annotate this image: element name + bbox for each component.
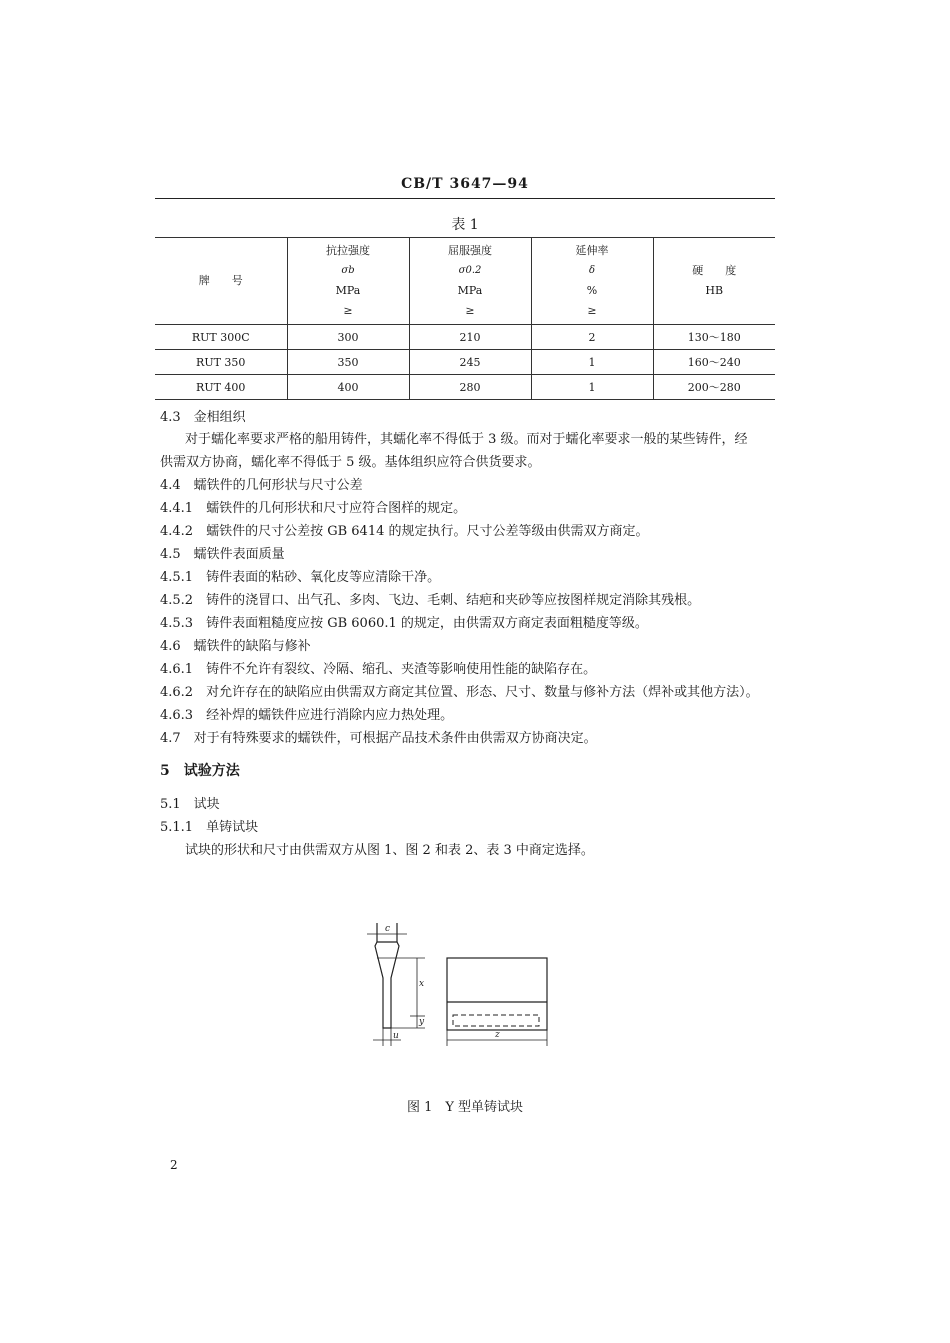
table-cell: 350 bbox=[287, 350, 409, 375]
clause-4-4-2: 4.4.2 蠕铁件的尺寸公差按 GB 6414 的规定执行。尺寸公差等级由供需双方商定。 bbox=[160, 524, 649, 539]
table-row bbox=[155, 350, 775, 375]
table-cell: 200～280 bbox=[653, 375, 775, 400]
col-header-tensile: 抗拉强度 σb MPa ≥ bbox=[287, 238, 409, 325]
paragraph-line: 对于蠕化率要求严格的船用铸件，其蠕化率不得低于 3 级。而对于蠕化率要求一般的某些铸件，经 bbox=[185, 432, 748, 447]
y-block-figure bbox=[355, 918, 570, 1058]
clause-4-5-1: 4.5.1 铸件表面的粘砂、氧化皮等应清除干净。 bbox=[160, 570, 441, 585]
document-number-header: CB/T 3647—94 bbox=[401, 176, 529, 192]
section-heading-4-5: 4.5 蠕铁件表面质量 bbox=[160, 547, 285, 562]
table-cell: 130～180 bbox=[653, 325, 775, 350]
section-heading-5: 5 试验方法 bbox=[160, 763, 240, 779]
header-rule bbox=[155, 198, 775, 199]
section-heading-5-1: 5.1 试块 bbox=[160, 797, 220, 812]
col-header-grade: 牌 号 bbox=[155, 238, 287, 325]
table-cell: 300 bbox=[287, 325, 409, 350]
dim-label: y bbox=[419, 1017, 425, 1027]
table-cell: 2 bbox=[531, 325, 653, 350]
paragraph-line: 试块的形状和尺寸由供需双方从图 1、图 2 和表 2、表 3 中商定选择。 bbox=[185, 843, 594, 858]
col-header-hardness: 硬 度 HB bbox=[653, 238, 775, 325]
col-header-yield: 屈服强度 σ0.2 MPa ≥ bbox=[409, 238, 531, 325]
table-cell: RUT 300C bbox=[155, 325, 287, 350]
table-cell: 1 bbox=[531, 375, 653, 400]
col-header-elongation: 延伸率 δ % ≥ bbox=[531, 238, 653, 325]
dim-label: z bbox=[495, 1030, 500, 1040]
section-heading-4-3: 4.3 金相组织 bbox=[160, 410, 246, 425]
clause-5-1-1: 5.1.1 单铸试块 bbox=[160, 820, 259, 835]
table-cell: 1 bbox=[531, 350, 653, 375]
page-number: 2 bbox=[170, 1158, 178, 1172]
figure-caption: 图 1 Y 型单铸试块 bbox=[406, 1100, 524, 1115]
table-cell: 245 bbox=[409, 350, 531, 375]
table-caption: 表 1 bbox=[451, 217, 479, 233]
dim-label: x bbox=[419, 979, 425, 989]
table-cell: 280 bbox=[409, 375, 531, 400]
properties-table bbox=[155, 237, 775, 400]
table-cell: 400 bbox=[287, 375, 409, 400]
clause-4-7: 4.7 对于有特殊要求的蠕铁件，可根据产品技术条件由供需双方协商决定。 bbox=[160, 731, 597, 746]
clause-4-6-2: 4.6.2 对允许存在的缺陷应由供需双方商定其位置、形态、尺寸、数量与修补方法（焊补或其他方法）。 bbox=[160, 685, 759, 700]
clause-4-5-3: 4.5.3 铸件表面粗糙度应按 GB 6060.1 的规定，由供需双方商定表面粗糙度等级。 bbox=[160, 616, 648, 631]
dim-label: c bbox=[385, 924, 391, 934]
table-cell: RUT 350 bbox=[155, 350, 287, 375]
table-header-row bbox=[155, 238, 775, 325]
table-row bbox=[155, 375, 775, 400]
clause-4-4-1: 4.4.1 蠕铁件的几何形状和尺寸应符合图样的规定。 bbox=[160, 501, 467, 516]
clause-4-6-1: 4.6.1 铸件不允许有裂纹、冷隔、缩孔、夹渣等影响使用性能的缺陷存在。 bbox=[160, 662, 597, 677]
dim-label: u bbox=[393, 1031, 399, 1041]
table-cell: RUT 400 bbox=[155, 375, 287, 400]
table-cell: 160～240 bbox=[653, 350, 775, 375]
clause-4-5-2: 4.5.2 铸件的浇冒口、出气孔、多肉、飞边、毛刺、结疤和夹砂等应按图样规定消除其残根。 bbox=[160, 593, 701, 608]
table-row bbox=[155, 325, 775, 350]
clause-4-6-3: 4.6.3 经补焊的蠕铁件应进行消除内应力热处理。 bbox=[160, 708, 454, 723]
section-heading-4-6: 4.6 蠕铁件的缺陷与修补 bbox=[160, 639, 311, 654]
table-cell: 210 bbox=[409, 325, 531, 350]
section-heading-4-4: 4.4 蠕铁件的几何形状与尺寸公差 bbox=[160, 478, 363, 493]
paragraph-line: 供需双方协商，蠕化率不得低于 5 级。基体组织应符合供货要求。 bbox=[160, 455, 541, 470]
